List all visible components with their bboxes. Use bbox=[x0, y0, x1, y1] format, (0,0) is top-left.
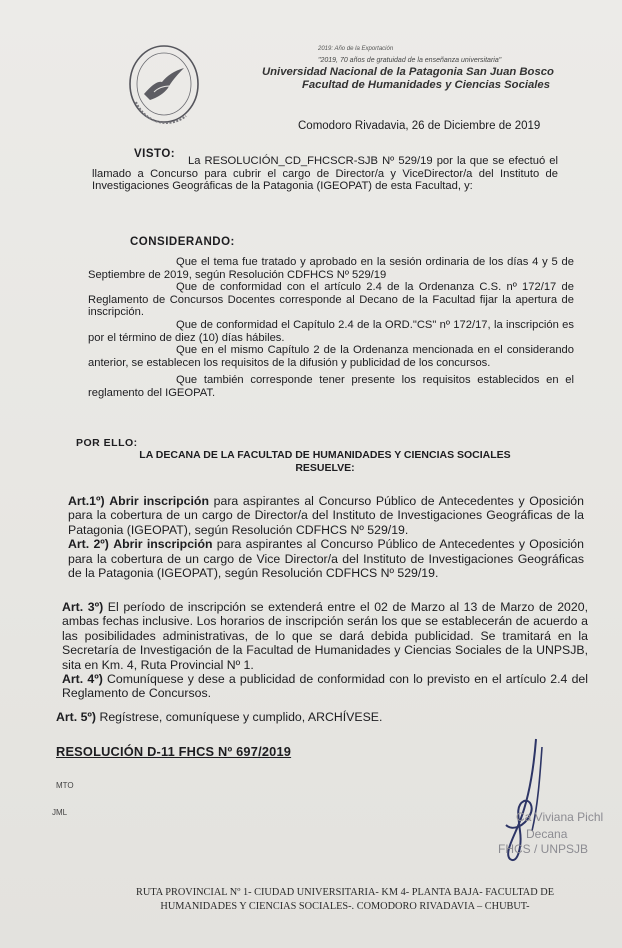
article-4-text: Comuníquese y dese a publicidad de conformidad con lo previsto en el artículo 2.4 del Reglamento de Concursos. bbox=[62, 672, 588, 701]
considerando-label: CONSIDERANDO: bbox=[130, 236, 235, 248]
footer-line-2: HUMANIDADES Y CIENCIAS SOCIALES-. COMODORO RIVADAVIA – CHUBUT- bbox=[160, 901, 530, 912]
visto-label: VISTO: bbox=[134, 148, 176, 160]
article-5-text: Regístrese, comuníquese y cumplido, ARCHÍVESE. bbox=[99, 710, 383, 724]
article-5-number: Art. 5º) bbox=[56, 710, 97, 724]
article-2-number: Art. 2º) bbox=[68, 537, 109, 552]
signature-name: Ca Viviana Pichl bbox=[516, 810, 604, 824]
resuelve-title: RESUELVE: bbox=[295, 462, 355, 474]
considerando-paragraph-4: Que en el mismo Capítulo 2 de la Ordenanza mencionada en el considerando anterior, se establecen los requisitos de la difusión y publicidad de los concursos. bbox=[88, 344, 574, 369]
initials-jml: JML bbox=[52, 808, 68, 817]
article-3-text: El período de inscripción se extenderá entre el 02 de Marzo al 13 de Marzo de 2020, ambas fechas inclusive. Los horarios de inscripción serán los que se establecerán de acuerdo a las posibilidades administrativas, de lo que se dará debida publicidad. Se tramitará en la Secretaría de Investigación de la Facultad de Humanidades y Ciencias Sociales de la UNPSJB, sita en Km. 4, Ruta Provincial Nº 1. bbox=[62, 600, 588, 672]
article-2-text: para aspirantes al Concurso Público de Antecedentes y Oposición para la cobertura de un cargo de Vice Director/a del Instituto de Investigaciones Geográficas de la Patagonia (IGEOPAT), según Resolución CDFHCS Nº 529/19. bbox=[68, 537, 584, 581]
articles-block-3 bbox=[56, 710, 576, 724]
articles-block bbox=[68, 494, 584, 580]
considerando-paragraph-1: Que el tema fue tratado y aprobado en la sesión ordinaria de los días 4 y 5 de Septiembre de 2019, según Resolución CDFHCS Nº 529/19 bbox=[88, 256, 574, 281]
article-3 bbox=[62, 600, 588, 672]
signature-title: Decana bbox=[526, 827, 568, 841]
signature-institution: FHCS / UNPSJB bbox=[498, 842, 589, 856]
article-2-lead: Abrir inscripción bbox=[113, 537, 213, 552]
footer-address bbox=[110, 886, 580, 914]
considerando-paragraph-5: Que también corresponde tener presente los requisitos establecidos en el reglamento del IGEOPAT. bbox=[88, 374, 574, 399]
header-faculty: Facultad de Humanidades y Ciencias Sociales bbox=[302, 79, 550, 91]
article-4-number: Art. 4º) bbox=[62, 672, 103, 687]
authority-title: LA DECANA DE LA FACULTAD DE HUMANIDADES Y CIENCIAS SOCIALES bbox=[139, 449, 511, 461]
article-5 bbox=[56, 710, 576, 724]
considerando-text bbox=[88, 256, 574, 400]
articles-block-2 bbox=[62, 600, 588, 701]
initials-mto: MTO bbox=[56, 781, 74, 790]
article-1-text: para aspirantes al Concurso Público de Antecedentes y Oposición para la cobertura de un cargo de Director/a del Instituto de Investigaciones Geográficas de la Patagonia (IGEOPAT), según Resolución CDFHCS Nº 529/19. bbox=[68, 494, 584, 537]
resolution-number: RESOLUCIÓN D-11 FHCS Nº 697/2019 bbox=[56, 744, 292, 759]
article-4 bbox=[62, 672, 588, 701]
article-2 bbox=[68, 537, 584, 580]
visto-paragraph: La RESOLUCIÓN_CD_FHCSCR-SJB Nº 529/19 por la que se efectuó el llamado a Concurso para cubrir el cargo de Director/a y ViceDirector/a del Instituto de Investigaciones Geográficas de la Patagonia (IGEOPAT) de esta Facultad, y: bbox=[92, 155, 558, 193]
header-year-note: 2019: Año de la Exportación bbox=[318, 46, 394, 52]
considerando-paragraph-3: Que de conformidad el Capítulo 2.4 de la ORD."CS" nº 172/17, la inscripción es por el término de diez (10) días hábiles. bbox=[88, 318, 574, 344]
header-university: Universidad Nacional de la Patagonia San Juan Bosco bbox=[262, 66, 554, 78]
article-3-number: Art. 3º) bbox=[62, 600, 104, 614]
university-seal-icon bbox=[126, 42, 202, 126]
header-motto: "2019, 70 años de gratuidad de la enseñanza universitaria" bbox=[318, 57, 502, 64]
footer-line-1: RUTA PROVINCIAL Nº 1- CIUDAD UNIVERSITARIA- KM 4- PLANTA BAJA- FACULTAD DE bbox=[136, 887, 554, 898]
article-1-lead: Abrir inscripción bbox=[109, 494, 209, 508]
document-date: Comodoro Rivadavia, 26 de Diciembre de 2019 bbox=[298, 120, 541, 132]
considerando-paragraph-2: Que de conformidad con el artículo 2.4 de la Ordenanza C.S. nº 172/17 de Reglamento de Concursos Docentes corresponde al Decano de la Facultad fijar la apertura de inscripción. bbox=[88, 281, 574, 319]
article-1 bbox=[68, 494, 584, 537]
visto-text bbox=[92, 155, 558, 193]
por-ello-label: POR ELLO: bbox=[76, 437, 138, 449]
article-1-number: Art.1º) bbox=[68, 494, 105, 508]
